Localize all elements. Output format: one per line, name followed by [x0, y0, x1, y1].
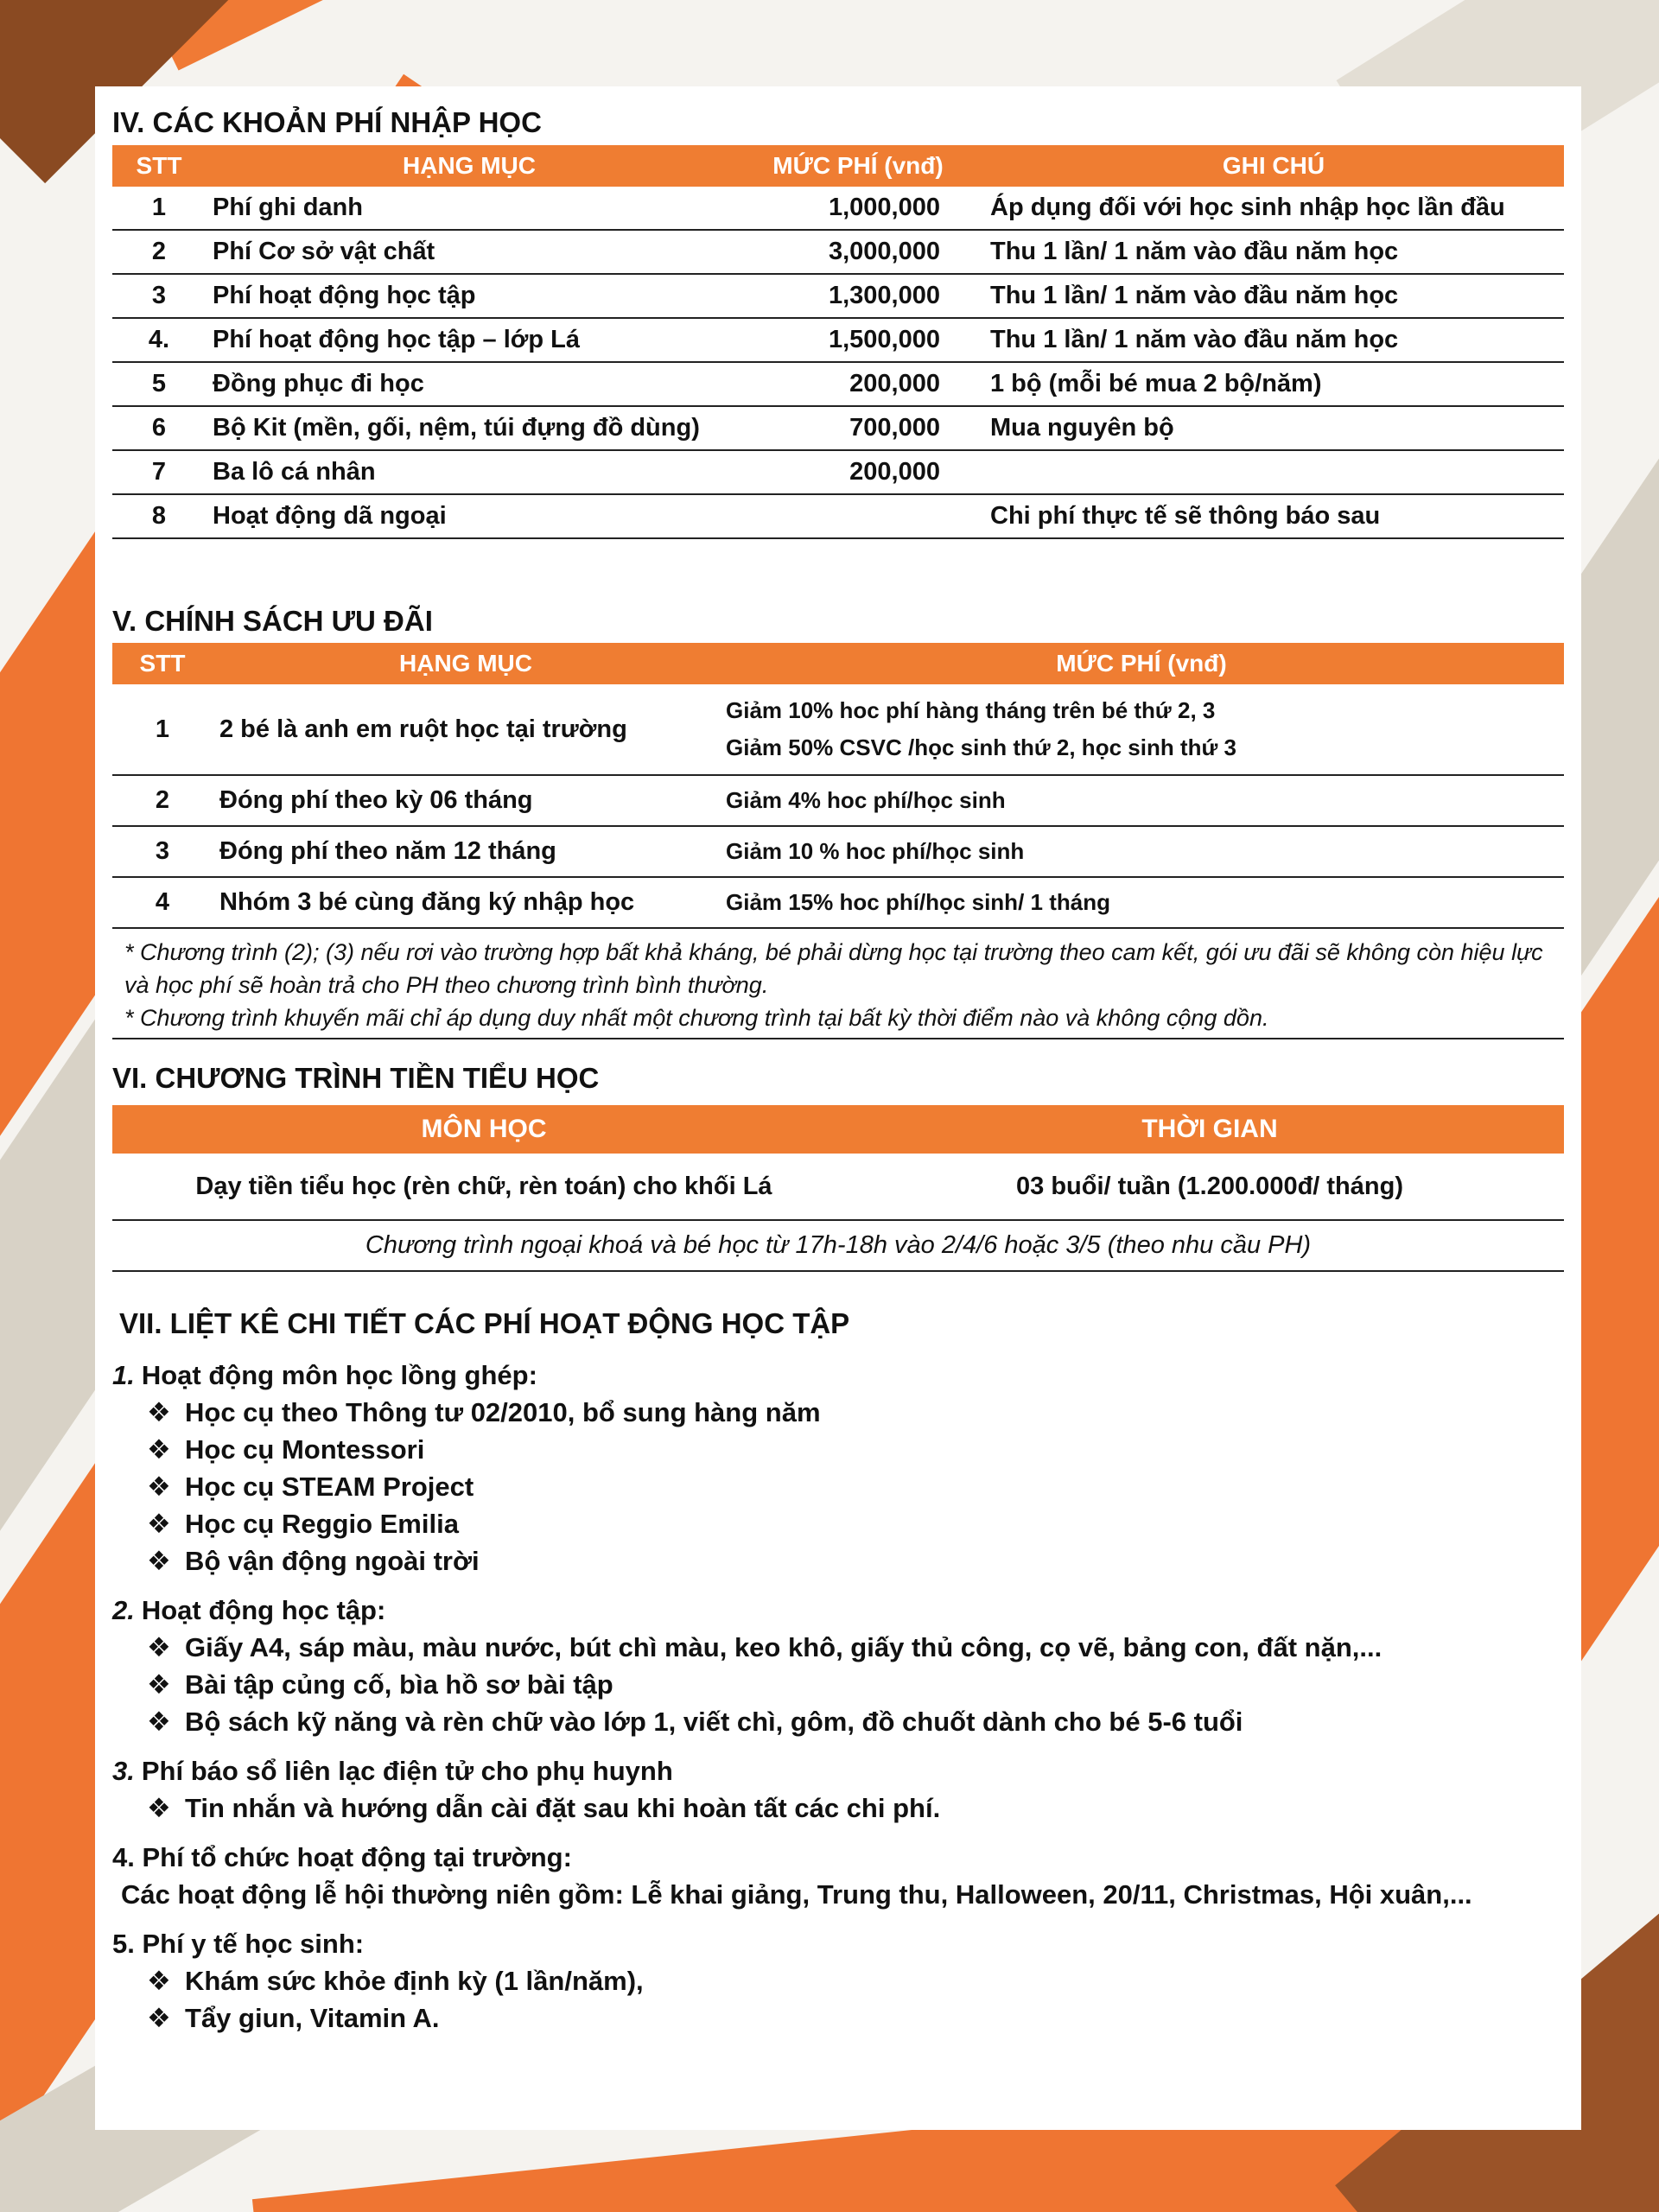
fee-amount: 1,300,000 — [733, 274, 983, 318]
group-label-text: Phí báo sổ liên lạc điện tử cho phụ huynh — [141, 1756, 673, 1786]
list-item — [112, 1666, 1564, 1703]
preschool-table — [112, 1105, 1564, 1272]
table-row — [112, 1220, 1564, 1271]
list-item — [112, 1431, 1564, 1468]
column-header: STT — [112, 145, 206, 187]
list-item-text: Tẩy giun, Vitamin A. — [185, 2003, 440, 2033]
fee-note: Áp dụng đối với học sinh nhập học lần đầu — [983, 187, 1564, 230]
column-header: STT — [112, 643, 213, 684]
group-label: 5. Phí y tế học sinh: — [112, 1929, 365, 1959]
table-row — [112, 826, 1564, 877]
section-title-details: VII. LIỆT KÊ CHI TIẾT CÁC PHÍ HOẠT ĐỘNG HỌC TẬP — [119, 1307, 850, 1339]
fee-item: Phí hoạt động học tập – lớp Lá — [206, 318, 733, 362]
column-header: MỨC PHÍ (vnđ) — [719, 643, 1564, 684]
bullet-icon: ❖ — [147, 2003, 171, 2033]
row-number: 1 — [112, 187, 206, 230]
fee-note: Thu 1 lần/ 1 năm vào đầu năm học — [983, 318, 1564, 362]
bullet-icon: ❖ — [147, 1434, 171, 1465]
section-title-fees: IV. CÁC KHOẢN PHÍ NHẬP HỌC — [112, 106, 542, 138]
list-item — [112, 1962, 1564, 1999]
fee-item: Đồng phục đi học — [206, 362, 733, 406]
fee-item: Phí hoạt động học tập — [206, 274, 733, 318]
group-label — [112, 1752, 1564, 1789]
column-header: MÔN HỌC — [112, 1105, 855, 1154]
row-number: 1 — [112, 684, 213, 775]
fee-note: Chi phí thực tế sẽ thông báo sau — [983, 494, 1564, 538]
list-item-text: Giấy A4, sáp màu, màu nước, bút chì màu, keo khô, giấy thủ công, cọ vẽ, bảng con, đất nặn,... — [185, 1632, 1382, 1662]
table-row — [112, 1154, 1564, 1220]
policy-discount — [719, 775, 1564, 826]
fee-amount: 1,000,000 — [733, 187, 983, 230]
list-item-text: Bài tập củng cố, bìa hồ sơ bài tập — [185, 1669, 613, 1700]
section-title-policy: V. CHÍNH SÁCH ƯU ĐÃI — [112, 605, 433, 637]
policy-item: 2 bé là anh em ruột học tại trường — [213, 684, 719, 775]
table-row — [112, 362, 1564, 406]
bullet-icon: ❖ — [147, 1509, 171, 1539]
column-header: HẠNG MỤC — [206, 145, 733, 187]
preschool-time: 03 buổi/ tuần (1.200.000đ/ tháng) — [855, 1154, 1564, 1220]
list-item-text: Học cụ STEAM Project — [185, 1471, 474, 1502]
bullet-icon: ❖ — [147, 1669, 171, 1700]
bullet-icon: ❖ — [147, 1966, 171, 1996]
group-number: 1. — [112, 1360, 135, 1390]
bullet-icon: ❖ — [147, 1397, 171, 1427]
row-number: 6 — [112, 406, 206, 450]
discount-line: Giảm 10% hoc phí hàng tháng trên bé thứ 2, 3 — [726, 697, 1216, 723]
row-number: 5 — [112, 362, 206, 406]
fee-amount: 700,000 — [733, 406, 983, 450]
bullet-icon: ❖ — [147, 1793, 171, 1823]
list-item — [112, 1505, 1564, 1542]
list-item-text: Học cụ Reggio Emilia — [185, 1509, 459, 1539]
group-number: 3. — [112, 1756, 135, 1786]
column-header: GHI CHÚ — [983, 145, 1564, 187]
row-number: 4. — [112, 318, 206, 362]
section-title-preschool: VI. CHƯƠNG TRÌNH TIỀN TIỂU HỌC — [112, 1062, 600, 1094]
bullet-icon: ❖ — [147, 1707, 171, 1737]
table-row — [112, 877, 1564, 928]
fee-amount: 1,500,000 — [733, 318, 983, 362]
fee-item: Hoạt động dã ngoại — [206, 494, 733, 538]
fee-note: Mua nguyên bộ — [983, 406, 1564, 450]
fee-note: 1 bộ (mỗi bé mua 2 bộ/năm) — [983, 362, 1564, 406]
list-item-text: Học cụ Montessori — [185, 1434, 425, 1465]
policy-discount — [719, 826, 1564, 877]
fees-table-body — [112, 187, 1564, 538]
row-number: 2 — [112, 230, 206, 274]
fee-item: Bộ Kit (mền, gối, nệm, túi đựng đồ dùng) — [206, 406, 733, 450]
list-item — [112, 1629, 1564, 1666]
fee-amount — [733, 494, 983, 538]
group-label — [112, 1357, 1564, 1394]
group-label-text: Hoạt động môn học lồng ghép: — [141, 1360, 537, 1390]
preschool-subject: Dạy tiền tiểu học (rèn chữ, rèn toán) cho khối Lá — [112, 1154, 855, 1220]
fee-item: Phí Cơ sở vật chất — [206, 230, 733, 274]
bullet-icon: ❖ — [147, 1471, 171, 1502]
policy-item: Đóng phí theo năm 12 tháng — [213, 826, 719, 877]
document-content — [112, 86, 1564, 2037]
policy-discount — [719, 877, 1564, 928]
list-item — [112, 1542, 1564, 1580]
details-group — [112, 1357, 1564, 1580]
group-number: 2. — [112, 1595, 135, 1625]
list-item — [112, 1394, 1564, 1431]
policy-item: Đóng phí theo kỳ 06 tháng — [213, 775, 719, 826]
policy-note: * Chương trình khuyến mãi chỉ áp dụng duy nhất một chương trình tại bất kỳ thời điểm nào và không cộng dồn. — [124, 1005, 1269, 1031]
table-row — [112, 187, 1564, 230]
column-header: HẠNG MỤC — [213, 643, 719, 684]
table-row — [112, 450, 1564, 494]
fee-note: Thu 1 lần/ 1 năm vào đầu năm học — [983, 274, 1564, 318]
fee-note — [983, 450, 1564, 494]
list-item-text: Khám sức khỏe định kỳ (1 lần/năm), — [185, 1966, 644, 1996]
group-label-text: Hoạt động học tập: — [141, 1595, 386, 1625]
discount-line: Giảm 4% hoc phí/học sinh — [726, 787, 1006, 813]
fee-item: Phí ghi danh — [206, 187, 733, 230]
discount-line: Giảm 10 % hoc phí/học sinh — [726, 838, 1025, 864]
list-item-text: Học cụ theo Thông tư 02/2010, bổ sung hàng năm — [185, 1397, 821, 1427]
fee-item: Ba lô cá nhân — [206, 450, 733, 494]
policy-table — [112, 643, 1564, 929]
policy-item: Nhóm 3 bé cùng đăng ký nhập học — [213, 877, 719, 928]
list-item — [112, 1789, 1564, 1827]
group-items — [112, 1962, 1564, 2037]
bullet-icon: ❖ — [147, 1546, 171, 1576]
fee-amount: 3,000,000 — [733, 230, 983, 274]
discount-line: Giảm 15% hoc phí/học sinh/ 1 tháng — [726, 889, 1110, 915]
table-row — [112, 775, 1564, 826]
table-row — [112, 318, 1564, 362]
table-row — [112, 406, 1564, 450]
row-number: 2 — [112, 775, 213, 826]
policy-discount — [719, 684, 1564, 775]
list-item — [112, 1999, 1564, 2037]
row-number: 8 — [112, 494, 206, 538]
list-item-text: Tin nhắn và hướng dẫn cài đặt sau khi hoàn tất các chi phí. — [185, 1793, 941, 1823]
discount-line: Giảm 50% CSVC /học sinh thứ 2, học sinh thứ 3 — [726, 734, 1236, 760]
group-label: 4. Phí tổ chức hoạt động tại trường: — [112, 1842, 572, 1872]
details-group — [112, 1592, 1564, 1740]
fee-amount: 200,000 — [733, 450, 983, 494]
policy-table-body — [112, 684, 1564, 928]
column-header: THỜI GIAN — [855, 1105, 1564, 1154]
table-row — [112, 230, 1564, 274]
list-item-text: Bộ vận động ngoài trời — [185, 1546, 480, 1576]
row-number: 7 — [112, 450, 206, 494]
details-list — [112, 1357, 1564, 1827]
table-row — [112, 274, 1564, 318]
details-group — [112, 1752, 1564, 1827]
bullet-icon: ❖ — [147, 1632, 171, 1662]
details-group-5 — [112, 1925, 1564, 2037]
row-number: 3 — [112, 826, 213, 877]
policy-notes — [112, 929, 1564, 1039]
row-number: 4 — [112, 877, 213, 928]
policy-note: * Chương trình (2); (3) nếu rơi vào trường hợp bất khả kháng, bé phải dừng học tại trường theo cam kết, gói ưu đãi sẽ không còn hiệu lực và học phí sẽ hoàn trả cho PH theo chương trình bình thường. — [124, 939, 1543, 998]
fee-note: Thu 1 lần/ 1 năm vào đầu năm học — [983, 230, 1564, 274]
fee-amount: 200,000 — [733, 362, 983, 406]
group-text: Các hoạt động lễ hội thường niên gồm: Lễ khai giảng, Trung thu, Halloween, 20/11, Christmas, Hội xuân,... — [121, 1879, 1472, 1910]
list-item — [112, 1468, 1564, 1505]
column-header: MỨC PHÍ (vnđ) — [733, 145, 983, 187]
table-row — [112, 494, 1564, 538]
preschool-footnote: Chương trình ngoại khoá và bé học từ 17h-18h vào 2/4/6 hoặc 3/5 (theo nhu cầu PH) — [112, 1220, 1564, 1271]
list-item — [112, 1703, 1564, 1740]
details-group-4 — [112, 1839, 1564, 1913]
table-row — [112, 684, 1564, 775]
row-number: 3 — [112, 274, 206, 318]
fees-table — [112, 145, 1564, 539]
group-label — [112, 1592, 1564, 1629]
list-item-text: Bộ sách kỹ năng và rèn chữ vào lớp 1, viết chì, gôm, đồ chuốt dành cho bé 5-6 tuổi — [185, 1707, 1243, 1737]
